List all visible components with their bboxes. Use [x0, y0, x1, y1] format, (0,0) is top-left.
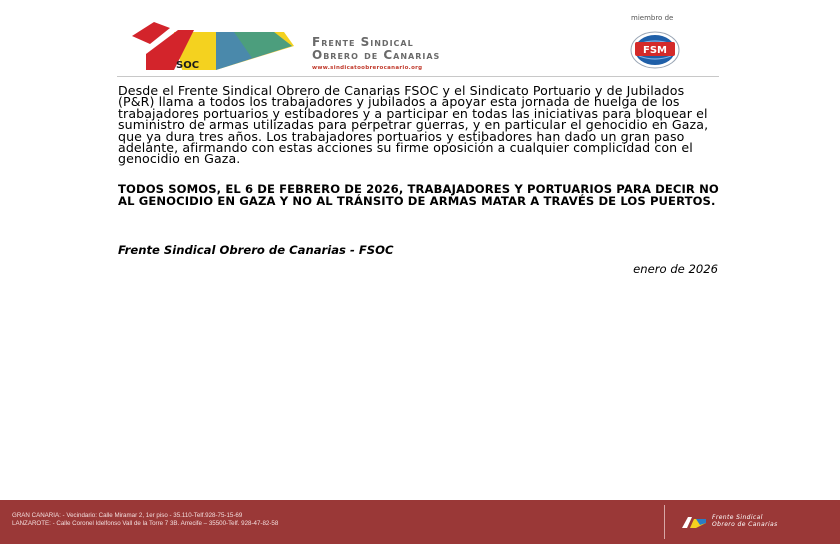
- footer-logo-name: [712, 515, 778, 528]
- fsm-badge: [605, 14, 705, 74]
- header-title: [312, 36, 542, 71]
- footer-addresses: [12, 512, 278, 528]
- fsoc-logo: [124, 18, 304, 74]
- header-url[interactable]: www.sindicatoobrerocanario.org: [312, 65, 423, 71]
- badge-text: FSM: [643, 45, 667, 56]
- logo-text: SOC: [176, 60, 200, 71]
- footer: [0, 500, 840, 544]
- address-lanzarote: LANZAROTE: - Calle Coronel Idelfonso Vall de la Torre 7 3B. Arrecife – 35500-Telf. 928-47-82-58: [12, 520, 279, 527]
- footer-logo-line2: Obrero de Canarias: [712, 520, 778, 528]
- fsm-globe-logo-icon: [605, 14, 705, 74]
- header-title-line2: Obrero de Canarias: [312, 48, 441, 62]
- body-paragraph: Desde el Frente Sindical Obrero de Canarias FSOC y el Sindicato Portuario y de Jubilados (P&R) llama a todos los trabajadores y jubilados a apoyar esta jornada de huelga de los trabajadores portuarios y estibadores y a participar en todas las iniciativas para bloquear el suministro de armas utilizadas para perpetrar guerras, y en particular el genocidio en Gaza, que ya dura tres años. Los trabajadores portuarios y estibadores han dado un gran paso adelante, afirmando con estas acciones su firme oposición a cualquier complicidad con el genocidio en Gaza.: [118, 83, 709, 167]
- header-divider: [117, 76, 719, 77]
- header-title-line1: Frente Sindical: [312, 35, 414, 49]
- badge-label: miembro de: [631, 14, 674, 22]
- footer-logo-line1: Frente Sindical: [712, 514, 763, 521]
- date: enero de 2026: [633, 262, 718, 276]
- signature: Frente Sindical Obrero de Canarias - FSOC: [118, 243, 394, 257]
- bold-statement: TODOS SOMOS, EL 6 DE FEBRERO DE 2026, TRABAJADORES Y PORTUARIOS PARA DECIR NO AL GENOCIDIO EN GAZA Y NO AL TRÁNSITO DE ARMAS MATAR A TRAVÉS DE LOS PUERTOS.: [118, 182, 719, 208]
- footer-separator: [664, 505, 665, 539]
- address-gran-canaria: GRAN CANARIA: - Vecindario: Calle Miramar 2, 1er piso - 35.110-Telf.928-75-15-69: [12, 512, 243, 519]
- fsoc-small-logo-icon: [678, 514, 708, 528]
